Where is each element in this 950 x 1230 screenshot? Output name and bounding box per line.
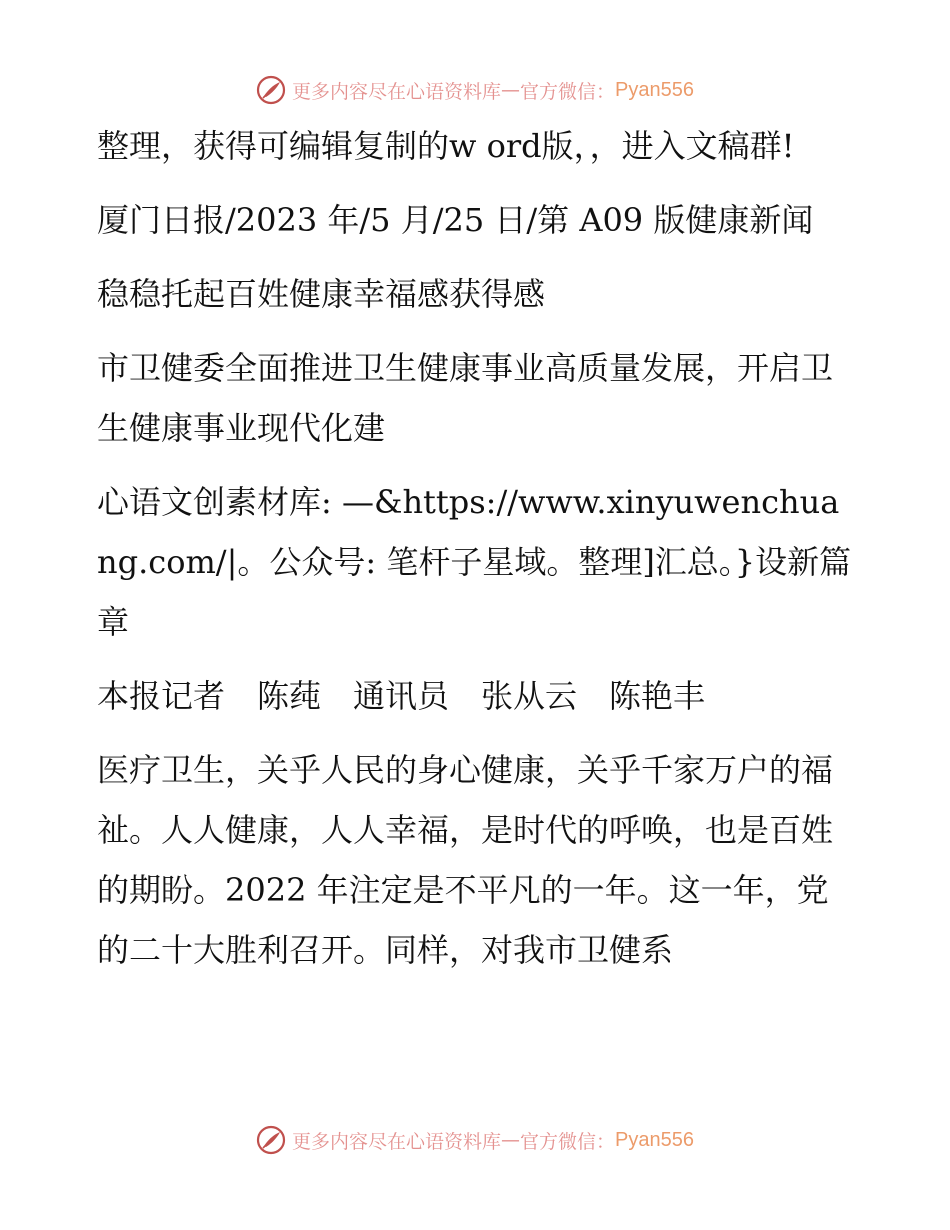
- document-body: [97, 116, 857, 994]
- paragraph-body: 医疗卫生，关乎人民的身心健康，关乎千家万户的福祉。人人健康，人人幸福，是时代的呼唤，也是百姓的期盼。2022 年注定是不平凡的一年。这一年，党的二十大胜利召开。同样，对我市卫健系: [97, 751, 834, 969]
- paragraph-intro: 整理，获得可编辑复制的w ord版，，进入文稿群!: [97, 127, 795, 165]
- banner-wechat-id: Pyan556: [615, 78, 694, 101]
- paragraph-headline: 稳稳托起百姓健康幸福感获得感: [97, 275, 546, 313]
- banner-dash: —: [501, 1129, 521, 1151]
- footer-banner: [0, 1120, 950, 1160]
- banner-wechat-label: 官方微信：: [520, 1130, 616, 1153]
- paragraph-byline: 本报记者 陈莼 通讯员 张从云 陈艳丰: [97, 677, 706, 715]
- banner-wechat-label: 官方微信：: [520, 80, 616, 103]
- quill-logo-icon: [256, 75, 286, 105]
- banner-slogan: 更多内容尽在心语资料库: [292, 80, 502, 103]
- paragraph-subheadline: 市卫健委全面推进卫生健康事业高质量发展，开启卫生健康事业现代化建: [97, 349, 834, 447]
- paragraph-source: 厦门日报/2023 年/5 月/25 日/第 A09 版健康新闻: [97, 201, 814, 239]
- banner-wechat-id: Pyan556: [615, 1128, 694, 1151]
- paragraph-promo: 心语文创素材库: —&https://www.xinyuwenchuang.com/|。公众号: 笔杆子星域。整理]汇总。}设新篇章: [97, 483, 852, 641]
- header-banner: [0, 70, 950, 110]
- banner-dash: —: [501, 79, 521, 101]
- quill-logo-icon: [256, 1125, 286, 1155]
- banner-slogan: 更多内容尽在心语资料库: [292, 1130, 502, 1153]
